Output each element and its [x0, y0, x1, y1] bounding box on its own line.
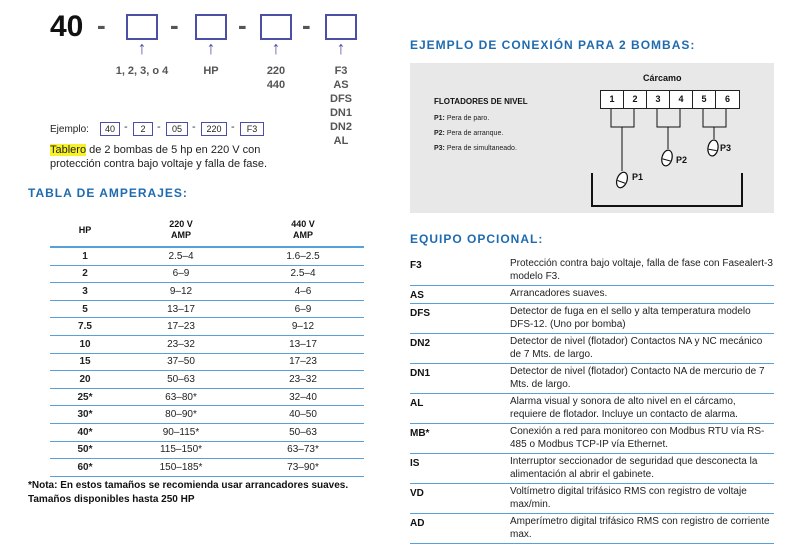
cell-hp: 25*	[77, 391, 93, 403]
code-dash: -	[302, 10, 311, 40]
option-code: IS	[410, 458, 420, 469]
cell-hp: 30*	[77, 409, 93, 421]
table-row	[410, 334, 774, 364]
pear-label-p1: P1	[632, 172, 644, 182]
option-code: DN2	[329, 121, 352, 133]
amp-table	[50, 214, 364, 477]
connection-diagram	[410, 63, 774, 213]
example-dash: -	[231, 121, 235, 133]
cell-440: 73–90*	[287, 461, 319, 473]
arrow-up-icon: ↑	[336, 38, 346, 58]
terminal: 6	[724, 94, 730, 104]
option-description: Detector de nivel (flotador) Contacto NA de mercurio de 7 Mts. de largo.	[510, 366, 765, 390]
table-row	[50, 389, 364, 407]
cell-220: 63–80*	[165, 391, 197, 403]
float-code: P2:	[434, 130, 445, 137]
code-box-options	[325, 14, 357, 40]
highlight-word: Tablero	[50, 144, 87, 156]
amp-table-title: TABLA DE AMPERAJES:	[28, 186, 188, 200]
code-box-bombs	[126, 14, 158, 40]
label-hp: HP	[203, 65, 219, 77]
table-row	[50, 248, 364, 266]
label-bombs: 1, 2, 3, o 4	[115, 65, 169, 77]
cell-220: 90–115*	[162, 426, 200, 438]
wiring-diagram	[410, 63, 774, 213]
arrow-up-icon: ↑	[137, 38, 147, 58]
table-row	[410, 454, 774, 484]
code-dash: -	[170, 10, 179, 40]
wire-p2	[657, 109, 680, 127]
table-row	[410, 304, 774, 334]
terminal: 2	[624, 91, 647, 108]
terminal: 1	[601, 91, 624, 108]
connection-title: EJEMPLO DE CONEXIÓN PARA 2 BOMBAS:	[410, 38, 696, 52]
example-label: Ejemplo:	[50, 124, 89, 135]
float-pear-icon	[615, 171, 630, 189]
option-code: F3	[334, 65, 348, 77]
amp-table-header	[50, 214, 364, 248]
table-row	[410, 364, 774, 394]
option-description: Protección contra bajo voltaje, falla de fase con Fasealert-3 modelo F3.	[510, 258, 773, 282]
cell-hp: 7.5	[78, 321, 92, 333]
option-code: DN2	[410, 338, 431, 349]
col-220-volt: 220 V	[169, 219, 193, 229]
cell-220: 150–185*	[159, 461, 203, 473]
table-row	[410, 424, 774, 454]
cell-220: 80–90*	[165, 409, 197, 421]
col-hp: HP	[78, 224, 92, 235]
cell-220: 37–50	[167, 356, 195, 368]
cell-hp: 40*	[77, 426, 93, 438]
col-440-volt: 440 V	[291, 219, 315, 229]
table-row	[50, 283, 364, 301]
example-part: 05	[166, 122, 188, 136]
optional-title: EQUIPO OPCIONAL:	[410, 232, 544, 246]
option-description: Amperímetro digital trifásico RMS con registro de corriente max.	[510, 516, 770, 540]
wire-p1	[611, 109, 634, 127]
example-part: 220	[201, 122, 227, 136]
float-code: P3:	[434, 145, 445, 152]
pear-label-p3: P3	[720, 143, 732, 153]
option-code: DN1	[329, 107, 352, 119]
table-row	[410, 394, 774, 424]
table-row	[50, 354, 364, 372]
table-row	[50, 424, 364, 442]
option-code: DFS	[410, 308, 430, 319]
label-voltage	[256, 64, 296, 92]
col-440	[242, 219, 364, 241]
float-pear-icon	[707, 139, 720, 156]
cell-hp: 2	[82, 268, 88, 280]
cell-220: 9–12	[169, 285, 193, 297]
arrow-up-icon: ↑	[271, 38, 281, 58]
cell-440: 40–50	[289, 409, 317, 421]
option-description: Conexión a red para monitoreo con Modbus RTU vía RS-485 o Modbus TCP-IP vía Ethernet.	[510, 426, 765, 450]
option-code: DN1	[410, 368, 431, 379]
col-440-amp: AMP	[293, 230, 313, 240]
cell-220: 2.5–4	[168, 250, 194, 262]
terminal: 3	[647, 91, 670, 108]
cell-220: 50–63	[167, 373, 195, 385]
label-options	[321, 64, 361, 148]
terminal: 5	[693, 91, 716, 108]
table-row	[410, 256, 774, 286]
table-row	[50, 336, 364, 354]
float-text: Pera de paro.	[444, 115, 490, 122]
cell-440: 1.6–2.5	[286, 250, 320, 262]
cell-hp: 60*	[77, 461, 93, 473]
float-text: Pera de arranque.	[444, 130, 504, 137]
option-description: Detector de fuga en el sello y alta temperatura modelo DFS-12. (Uno por bomba)	[510, 306, 751, 330]
note-line: *Nota: En estos tamaños se recomienda usar arrancadores suaves.	[28, 480, 349, 491]
col-220	[120, 219, 242, 241]
table-row	[410, 286, 774, 304]
cell-220: 17–23	[167, 321, 195, 333]
cell-hp: 1	[82, 250, 88, 262]
terminal: 4	[670, 91, 693, 108]
note-line: Tamaños disponibles hasta 250 HP	[28, 494, 195, 505]
cell-440: 17–23	[289, 356, 317, 368]
example-dash: -	[192, 121, 196, 133]
option-description: Voltímetro digital trifásico RMS con registro de voltaje max/min.	[510, 486, 747, 510]
model-number: 40	[50, 10, 84, 43]
arrow-up-icon: ↑	[206, 38, 216, 58]
option-code: MB*	[410, 428, 430, 439]
example-dash: -	[124, 121, 128, 133]
cell-hp: 20	[79, 373, 91, 385]
option-code: DFS	[330, 93, 352, 105]
cell-hp: 10	[79, 338, 91, 350]
example-text: de 2 bombas de 5 hp en 220 V con protección contra bajo voltaje y falla de fase.	[50, 144, 268, 170]
option-code: F3	[410, 260, 422, 271]
option-code: AL	[410, 398, 424, 409]
voltage-220: 220	[266, 65, 286, 77]
cell-440: 6–9	[294, 303, 312, 315]
cell-hp: 15	[79, 356, 91, 368]
cell-440: 32–40	[289, 391, 317, 403]
amp-table-body	[50, 248, 364, 477]
cell-220: 23–32	[167, 338, 195, 350]
cell-hp: 3	[82, 285, 88, 297]
option-code: AL	[333, 135, 349, 147]
option-code: AD	[410, 518, 425, 529]
option-description: Interruptor seccionador de seguridad que desconecta la alimentación al abrir el gabinete.	[510, 456, 758, 480]
table-row	[410, 484, 774, 514]
floats-title: FLOTADORES DE NIVEL	[434, 97, 528, 106]
cell-440: 4–6	[294, 285, 312, 297]
example-part: 40	[100, 122, 120, 136]
pit-outline	[592, 173, 742, 206]
table-row	[50, 318, 364, 336]
float-pear-icon	[660, 149, 674, 167]
example-description	[50, 143, 300, 171]
cell-440: 50–63	[289, 426, 317, 438]
cell-220: 13–17	[167, 303, 195, 315]
cell-440: 63–73*	[287, 444, 319, 456]
option-description: Alarma visual y sonora de alto nivel en el cárcamo, requiere de flotador. Incluye un contacto de alarma.	[510, 396, 738, 420]
cell-220: 115–150*	[159, 444, 203, 456]
option-description: Arrancadores suaves.	[510, 288, 608, 299]
cell-440: 23–32	[289, 373, 317, 385]
option-code: AS	[410, 290, 424, 301]
table-row	[50, 406, 364, 424]
wire-p3	[703, 109, 726, 127]
table-row	[50, 371, 364, 389]
example-part: F3	[240, 122, 264, 136]
example-dash: -	[157, 121, 161, 133]
option-code: AS	[333, 79, 349, 91]
code-dash: -	[238, 10, 247, 40]
cell-220: 6–9	[172, 268, 190, 280]
code-box-hp	[195, 14, 227, 40]
example-part: 2	[133, 122, 153, 136]
cell-440: 9–12	[291, 321, 315, 333]
carcamo-label: Cárcamo	[643, 73, 682, 83]
code-box-voltage	[260, 14, 292, 40]
float-text: Pera de simultaneado.	[444, 145, 517, 152]
col-220-amp: AMP	[171, 230, 191, 240]
voltage-440: 440	[266, 79, 286, 91]
table-row	[50, 459, 364, 477]
float-code: P1:	[434, 115, 445, 122]
table-row	[50, 266, 364, 284]
table-row	[50, 442, 364, 460]
code-dash: -	[97, 10, 106, 40]
cell-hp: 50*	[77, 444, 93, 456]
cell-440: 2.5–4	[290, 268, 316, 280]
option-description: Detector de nivel (flotador) Contactos NA y NC mecánico de 7 Mts. de largo.	[510, 336, 763, 360]
amp-note	[28, 479, 348, 507]
pear-label-p2: P2	[676, 155, 688, 165]
table-row	[50, 301, 364, 319]
option-code: VD	[410, 488, 424, 499]
cell-hp: 5	[82, 303, 88, 315]
table-row	[410, 514, 774, 544]
cell-440: 13–17	[289, 338, 317, 350]
optional-table	[410, 256, 774, 544]
